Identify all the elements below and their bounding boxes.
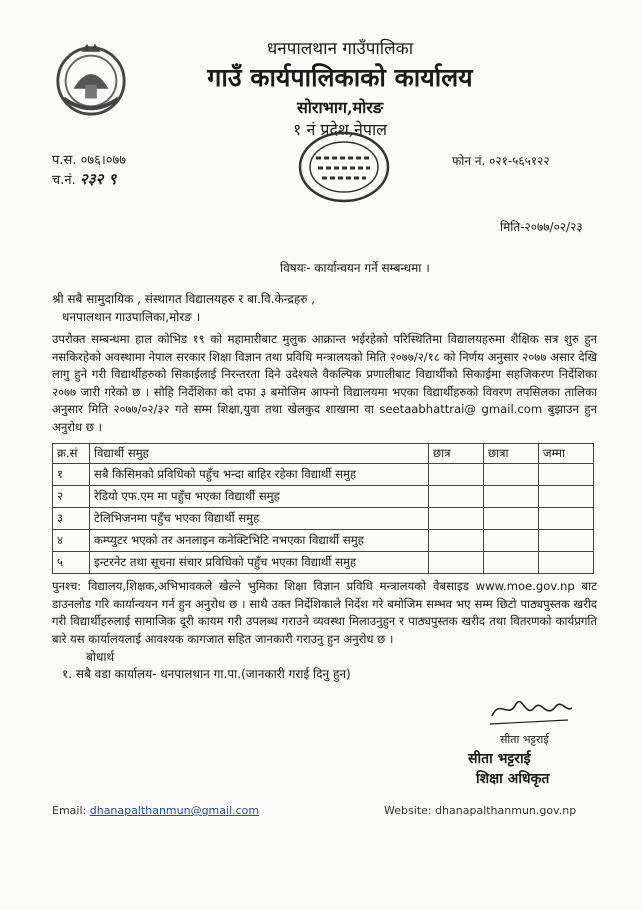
row-group: कम्प्युटर भएको तर अनलाइन कनेक्टिभिटि नभएका विद्यार्थी समुह [90, 530, 429, 552]
recipient-block [52, 290, 315, 326]
email-label: Email: [52, 804, 87, 817]
phone-number: फोन नं. ०२१-५६५१२२ [452, 154, 550, 168]
letter-date: मिति-२०७७/०२/२३ [500, 220, 583, 234]
row-group: इन्टरनेट तथा सूचना संचार प्रविधिको पहुँच भएका विद्यार्थी समुह [90, 552, 429, 574]
office-location: सोराभाग,मोरङ [296, 98, 384, 117]
subject-line: विषयः- कार्यान्वयन गर्ने सम्बन्धमा । [280, 261, 430, 275]
row-boys [429, 508, 484, 530]
handwritten-signature-icon [486, 690, 576, 730]
chalani-label: च.नं. [52, 173, 76, 188]
recipient-line-1: श्री सबै सामुदायिक , संस्थागत विद्यालयहरु र बा.वि.केन्द्रहरु , [52, 292, 315, 306]
row-sn: ५ [53, 552, 90, 574]
row-sn: २ [53, 486, 90, 508]
header-group: विद्यार्थी समुह [90, 444, 429, 464]
signatory-designation: शिक्षा अधिकृत [476, 771, 550, 787]
footer-email [52, 804, 259, 817]
bodharth-label: बोधार्थ [86, 650, 115, 664]
header-sn: क्र.सं [53, 444, 90, 464]
row-group: सबै किसिमको प्रविधिको पहुँच भन्दा बाहिर रहेका विद्यार्थी समुह [90, 464, 429, 486]
email-link[interactable]: dhanapalthanmun@gmail.com [89, 804, 260, 817]
chalani-value: २३२ ९ [79, 170, 117, 188]
website-label: Website: [384, 804, 432, 817]
row-girls [484, 530, 539, 552]
row-girls [484, 508, 539, 530]
reference-block [52, 152, 126, 190]
row-girls [484, 464, 539, 486]
recipient-line-2: धनपालथान गाउपालिका,मोरङ । [62, 310, 201, 324]
cc-line: १. सबै वडा कार्यालय- धनपालथान गा.पा.(जानकारी गराई दिनु हुन) [62, 667, 351, 681]
patra-sankhya: प.स. ०७६।०७७ [52, 153, 127, 168]
website-value[interactable]: dhanapalthanmun.gov.np [435, 804, 577, 817]
office-title: गाउँ कार्यपालिकाको कार्यालय [207, 63, 473, 92]
row-total [539, 508, 594, 530]
province-line: १ नं प्रदेश,नेपाल [293, 120, 387, 139]
row-total [539, 552, 594, 574]
row-group: रेडियो एफ.एम मा पहुँच भएका विद्यार्थी समुह [90, 486, 429, 508]
postscript-paragraph: पुनश्च: विद्यालय,शिक्षक,अभिभावकले खेल्ने भुमिका शिक्षा विज्ञान प्रविधि मन्त्रालयको वेबसाइड www.moe.gov.np बाट डाउनलोड गरि कार्यान्वयन गर्न हुन अनुरोध छ । साथै उक्त निर्देशिकाले निर्देश गरे बमोजिम सम्भव भए सम्म छिटो पाठ्यपुस्तक खरीद गरी विद्यार्थीहरुलाई सामाजिक दूरी कायम गरी उपलब्ध गराउने व्यवस्था मिलाउनुहुन र पाठ्यपुस्तक खरीद तथा वितरणको कार्यप्रगति बारे यस कार्यालयलाई आवश्यक कागजात सहित जानकारी गराउनु हुन अनुरोध छ । [52, 579, 597, 646]
row-total [539, 464, 594, 486]
header-girls: छात्रा [484, 444, 539, 464]
row-total [539, 530, 594, 552]
header-boys: छात्र [429, 444, 484, 464]
nepal-emblem-icon [52, 40, 130, 118]
student-group-table [52, 443, 594, 574]
table-row [53, 464, 594, 486]
table-row [53, 552, 594, 574]
chalani-number [52, 170, 126, 190]
table-header-row [53, 444, 594, 464]
office-stamp-icon [296, 128, 392, 206]
signatory-stamp-name: सीता भट्टराई [468, 751, 531, 767]
row-girls [484, 552, 539, 574]
table-row [53, 508, 594, 530]
footer-website [384, 804, 576, 817]
row-sn: ३ [53, 508, 90, 530]
row-boys [429, 486, 484, 508]
table-row [53, 486, 594, 508]
header-total: जम्मा [539, 444, 594, 464]
row-boys [429, 552, 484, 574]
row-group: टेलिभिजनमा पहुँच भएका विद्यार्थी समुह [90, 508, 429, 530]
body-paragraph: उपरोक्त सम्बन्धमा हाल कोभिड १९ को महामारीबाट मुलुक आक्रान्त भईरहेको परिस्थितिमा विद्यालयहरुमा शैक्षिक सत्र शुरु हुन नसकिरहेको अवस्थामा नेपाल सरकार शिक्षा विज्ञान तथा प्रविधि मन्त्रालयको मिति २०७७/२/१८ को निर्णय अनुसार २०७७ असार देखि लागु हुने गरी विद्यार्थीहरुको सिकाईलाई निरन्तरता दिने उदेश्यले वैकल्पिक प्रणालीबाट विद्यार्थीको सिकाईमा सहजिकरण निर्देशिका २०७७ जारी गरेको छ । सोहि निर्देशिका को दफा ३ बमोजिम आफ्नो विद्यालयमा भएका विद्यार्थीहरुको विवरण तपसिलका तालिका अनुसार मिति २०७७/०२/३२ गते सम्म शिक्षा,युवा तथा खेलकुद शाखामा वा seetaabhattrai@ gmail.com बुझाउन हुन अनुरोध छ । [52, 332, 597, 434]
row-total [539, 486, 594, 508]
municipality-name: धनपालथान गाउँपालिका [266, 39, 414, 59]
row-girls [484, 486, 539, 508]
table-row [53, 530, 594, 552]
signatory-name: सीता भट्टराई [500, 733, 549, 746]
row-boys [429, 464, 484, 486]
row-boys [429, 530, 484, 552]
row-sn: १ [53, 464, 90, 486]
row-sn: ४ [53, 530, 90, 552]
